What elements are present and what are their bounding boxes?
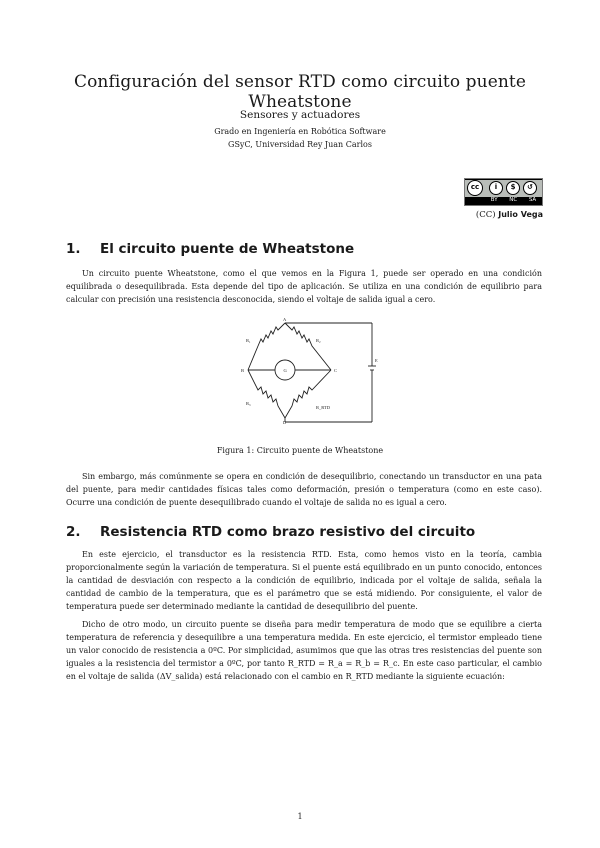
paper-subtitle: Sensores y actuadores bbox=[239, 109, 361, 121]
node-label-e: E bbox=[375, 358, 378, 363]
attribution-icon: i bbox=[489, 181, 503, 195]
cc-label-sa: SA bbox=[528, 197, 537, 203]
author-name: Julio Vega bbox=[498, 210, 543, 219]
paper-title: Configuración del sensor RTD como circuito puente Wheatstone bbox=[73, 72, 527, 112]
section-1-title: El circuito puente de Wheatstone bbox=[100, 241, 355, 257]
section-2-paragraph-2: Dicho de otro modo, un circuito puente se diseña para medir temperatura de modo que se equilibre a cierta temperatura de referencia y desequilibre a una temperatura medida. En este ejercicio, el termistor empleado tiene un valor conocido de resistencia a 0ºC. Por simplicidad, asumimos que que las otras tres resistencias del puente son iguales a la resistencia del termistor a 0ºC, por tanto R_RTD = R_a = R_b = R_c. En este caso particular, el cambio en el voltaje de salida (ΔV_salida) está relacionado con el cambio en R_RTD mediante la siguiente ecuación: bbox=[66, 620, 542, 681]
cc-badge-labels bbox=[465, 196, 542, 204]
sharealike-icon: ↺ bbox=[523, 181, 537, 195]
license-prefix: (CC) bbox=[475, 210, 496, 220]
section-2-paragraph-1: En este ejercicio, el transductor es la resistencia RTD. Esta, como hemos visto en la teoría, cambia proporcionalmente según la variación de temperatura. Si el puente está equilibrado en un punto conocido, entonces la cantidad de desviación con respecto a la condición de equilibrio, indicada por el voltaje de salida, señala la cantidad de cambio de la temperatura, que es el parámetro que se está midiendo. Por consiguiente, el valor de temperatura puede ser determinado mediante la cantidad de desequilibrio del puente. bbox=[66, 550, 542, 611]
cc-label-by: BY bbox=[490, 197, 498, 203]
resistor-r3 bbox=[248, 370, 285, 418]
cc-label-nc: NC bbox=[509, 197, 518, 203]
node-label-c: C bbox=[334, 368, 338, 373]
affiliation-line-1: Grado en Ingeniería en Robótica Software bbox=[214, 127, 386, 136]
section-1-heading bbox=[66, 241, 354, 257]
node-label-d: D bbox=[283, 420, 287, 425]
section-2-number: 2. bbox=[66, 524, 81, 540]
page-number: 1 bbox=[297, 812, 303, 821]
affiliation-line-2: GSyC, Universidad Rey Juan Carlos bbox=[228, 140, 372, 149]
node-label-a: A bbox=[283, 318, 287, 322]
cc-license-badge bbox=[464, 178, 543, 206]
resistor-r1 bbox=[248, 323, 285, 370]
resistor-label-r1: R₁ bbox=[246, 338, 251, 343]
section-1-number: 1. bbox=[66, 241, 81, 257]
galvanometer-label: G bbox=[283, 368, 287, 373]
figure-1-caption: Figura 1: Circuito puente de Wheatstone bbox=[216, 446, 384, 455]
resistor-label-r2: R₂ bbox=[316, 338, 321, 343]
node-label-b: B bbox=[241, 368, 245, 373]
section-1-paragraph-2: Sin embargo, más comúnmente se opera en condición de desequilibrio, conectando un transductor en una pata del puente, para medir cantidades físicas tales como deformación, presión o temperatura (como en este caso). Ocurre una condición de puente desequilibrado cuando el voltaje de salida no es igual a cero. bbox=[66, 472, 542, 507]
wheatstone-bridge-figure bbox=[230, 318, 380, 426]
cc-logo-icon: cc bbox=[467, 180, 483, 196]
license-credit bbox=[476, 210, 543, 220]
section-2-heading bbox=[66, 524, 475, 540]
resistor-label-rtd: R_RTD bbox=[316, 405, 330, 410]
section-2-title: Resistencia RTD como brazo resistivo del circuito bbox=[100, 524, 476, 540]
resistor-label-r3: R₃ bbox=[246, 401, 251, 406]
noncommercial-icon: $ bbox=[506, 181, 520, 195]
section-1-paragraph-1: Un circuito puente Wheatstone, como el que vemos en la Figura 1, puede ser operado en una condición equilibrada o desequilibrada. Esta depende del tipo de aplicación. Se utiliza en una condición de equilibrio para calcular con precisión una resistencia desconocida, siendo el voltaje de salida igual a cero. bbox=[66, 269, 542, 304]
